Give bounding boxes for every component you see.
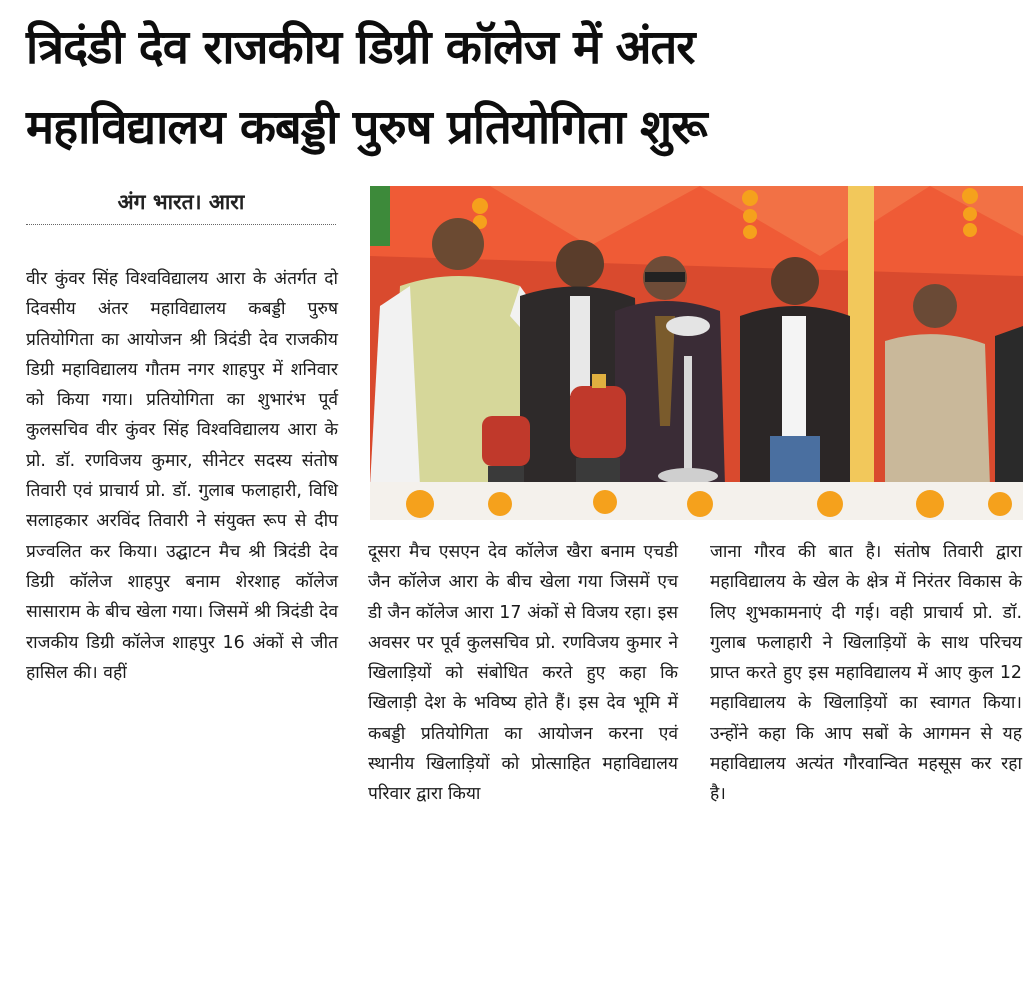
headline-line-1: त्रिदंडी देव राजकीय डिग्री कॉलेज में अंतर <box>26 20 695 75</box>
article-column-3: जाना गौरव की बात है। संतोष तिवारी द्वारा महाविद्यालय के खेल के क्षेत्र में निरंतर विकास के लिए शुभकामनाएं दी गई। वही प्राचार्य प्रो. डॉ. गुलाब फलाहारी ने खिलाड़ियों के साथ परिचय प्राप्त करते हुए इस महाविद्यालय में आए कुल 12 महाविद्यालय के खिलाड़ियों का स्वागत किया। उन्होंने कहा कि आप सबों के आगमन से यह महाविद्यालय अत्यंत गौरवान्वित महसूस कर रहा है। <box>710 542 1022 805</box>
article-column-1: वीर कुंवर सिंह विश्वविद्यालय आरा के अंतर्गत दो दिवसीय अंतर महाविद्यालय कबड्डी पुरुष प्रतियोगिता का आयोजन श्री त्रिदंडी देव राजकीय डिग्री महाविद्यालय गौतम नगर शाहपुर में शनिवार को किया गया। प्रतियोगिता का शुभारंभ पूर्व कुलसचिव वीर कुंवर सिंह विश्वविद्यालय आरा के प्रो. डॉ. रणविजय कुमार, सीनेटर सदस्य संतोष तिवारी एवं प्राचार्य प्रो. डॉ. गुलाब फलाहारी, विधि सलाहकार अरविंद तिवारी ने संयुक्त रूप से दीप प्रज्वलित कर किया। उद्घाटन मैच श्री त्रिदंडी देव डिग्री कॉलेज शाहपुर बनाम शेरशाह कॉलेज सासाराम के बीच खेला गया। जिसमें श्री त्रिदंडी देव राजकीय डिग्री कॉलेज शाहपुर 16 अंकों से जीत हासिल की। वहीं <box>26 269 338 683</box>
headline-line-2: महाविद्यालय कबड्डी पुरुष प्रतियोगिता शुरू <box>26 100 707 155</box>
article-column-2: दूसरा मैच एसएन देव कॉलेज खैरा बनाम एचडी जैन कॉलेज आरा के बीच खेला गया जिसमें एच डी जैन कॉलेज आरा 17 अंकों से विजय रहा। इस अवसर पर पूर्व कुलसचिव प्रो. रणविजय कुमार ने खिलाड़ियों को संबोधित करते हुए कहा कि खिलाड़ी देश के भविष्य होते हैं। इस देव भूमि में कबड्डी प्रतियोगिता का आयोजन करना एवं स्थानीय खिलाड़ियों को प्रोत्साहित महाविद्यालय परिवार द्वारा किया <box>368 542 678 805</box>
byline: अंग भारत। आरा <box>26 184 336 225</box>
news-photo <box>370 186 1023 520</box>
headline <box>26 8 1006 168</box>
lamp-lighting-ceremony-photo <box>370 186 1023 520</box>
